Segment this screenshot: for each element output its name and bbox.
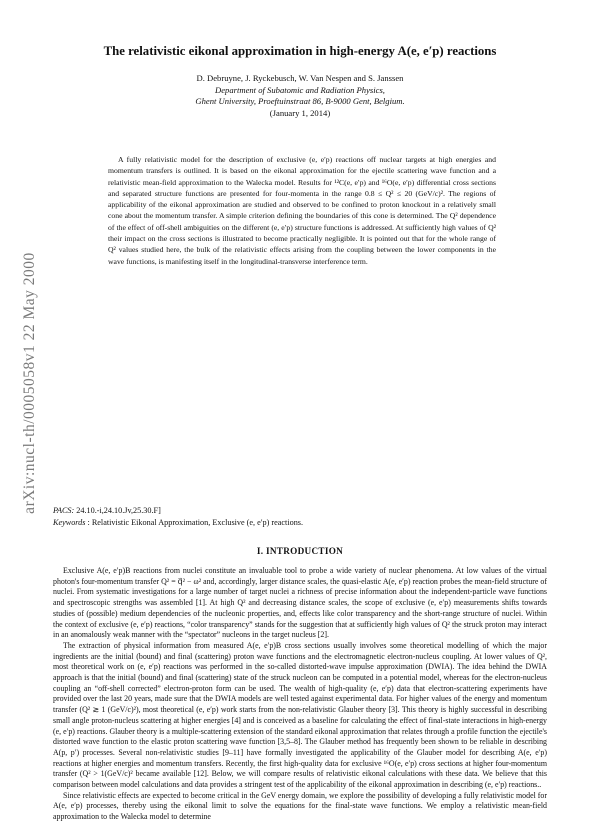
paragraph: Since relativistic effects are expected to become critical in the GeV energy domain, we explore the possibility of developing a fully relativistic model for A(e, e′p) processes, thereby using the eikonal limit to solve the equations for the final-state wave functions. We employ a relativistic mean-field approximation to the Walecka model to determine (53, 790, 547, 822)
arxiv-stamp: arXiv:nucl-th/0005058v1 22 May 2000 (21, 252, 38, 514)
keywords-label: Keywords (53, 517, 86, 527)
section-heading: I. INTRODUCTION (256, 546, 344, 556)
abstract: A fully relativistic model for the description of exclusive (e, e′p) reactions off nuclear targets at high energies and momentum transfers is outlined. It is based on the eikonal approximation for the ejectile scattering wave function and a relativistic mean-field approximation to the Walecka model. Results for ¹²C(e, e′p) and ¹⁶O(e, e′p) differential cross sections and separated structure functions are presented for four-momenta in the range 0.8 ≤ Q² ≤ 20 (GeV/c)². The regions of applicability of the eikonal approximation are studied and observed to be confined to proton knockout in a relatively small cone about the momentum transfer. A simple criterion defining the boundaries of this cone is determined. The Q² dependence of the effect of off-shell ambiguities on the different (e, e′p) structure functions is addressed. At sufficiently high values of Q² their impact on the cross sections is illustrated to become practically negligible. It is pointed out that for the whole range of Q² values studied here, the bulk of the relativistic effects arising from the coupling between the lower components in the wave functions, is manifesting itself in the longitudinal-transverse interference term. (108, 155, 496, 266)
paragraph: Exclusive A(e, e′p)B reactions from nuclei constitute an invaluable tool to probe a wide variety of nuclear phenomena. At low values of the virtual photon's four-momentum transfer Q² = q⃗² − ω² and, accordingly, larger distance scales, the quasi-elastic A(e, e′p) reaction probes the mean-field structure of nuclei. From systematic investigations for a large number of target nuclei a richness of precise information about the independent-particle wave functions and spectroscopic strengths was assembled [1]. At high Q² and decreasing distance scales, the scope of exclusive (e, e′p) measurements shifts towards studies of (possible) medium dependencies of the nucleonic properties, and, effects like color transparency and the short-range structure of nuclei. Within the context of exclusive (e, e′p) reactions, “color transparency” stands for the suggestion that at sufficiently high values of Q² the struck proton may interact in an anomalously weak manner with the “spectator” nucleons in the target nucleus [2]. (53, 566, 547, 640)
pacs-label: PACS: (53, 506, 75, 515)
keywords-text: : Relativistic Eikonal Approximation, Exclusive (e, e′p) reactions. (85, 517, 304, 527)
front-matter (60, 73, 540, 119)
paragraph: The extraction of physical information from measured A(e, e′p)B cross sections usually involves some theoretical modelling of which the major ingredients are the initial (bound) and final (scattering) proton wave functions and the electromagnetic electron-nucleus coupling. At lower values of Q², most theoretical work on (e, e′p) reactions was performed in the so-called distorted-wave impulse approximation (DWIA). The idea behind the DWIA approach is that the initial (bound) and final (scattering) state of the struck nucleon can be computed in a potential model, whereas for the electron-nucleus coupling an “off-shell corrected” electron-proton form can be used. The wealth of high-quality (e, e′p) data that electron-scattering experiments have provided over the last 20 years, made sure that the DWIA models are well tested against experimental data. For higher values of the energy and momentum transfer (Q² ≳ 1 (GeV/c)²), most theoretical (e, e′p) work starts from the non-relativistic Glauber theory [3]. This theory is highly successful in describing small angle proton-nucleus scattering at higher energies [4] and is conceived as a baseline for calculating the effect of final-state interactions in high-energy (e, e′p) reactions. Glauber theory is a multiple-scattering extension of the standard eikonal approximation that relates through a profile function the ejectile's distorted wave function to the elastic proton scattering wave function [3,5–8]. The Glauber method has frequently been shown to be reliable in describing A(p, p′) processes. Several non-relativistic studies [9–11] have formally investigated the applicability of the Glauber model for describing A(e, e′p) reactions at higher energies and momentum transfers. Recently, the first high-quality data for exclusive ¹⁶O(e, e′p) cross sections at higher four-momentum transfer (Q² > 1(GeV/c)² became available [12]. Below, we will compare results of relativistic eikonal calculations with these data. We believe that this comparison between model calculations and data provides a stringent test of the applicability of the eikonal approximation in describing (e, e′p) reactions.. (53, 640, 547, 790)
keywords-line (53, 517, 303, 529)
authors: D. Debruyne, J. Ryckebusch, W. Van Nespen and S. Janssen (196, 73, 404, 83)
body-text (53, 566, 547, 823)
affiliation-department: Department of Subatomic and Radiation Physics, (215, 84, 385, 95)
date: (January 1, 2014) (269, 107, 331, 118)
pacs-keywords (53, 505, 303, 528)
pacs-line (53, 505, 303, 517)
pacs-codes: 24.10.-i,24.10.Jv,25.30.F] (76, 506, 161, 515)
affiliation-university: Ghent University, Proeftuinstraat 86, B-9000 Gent, Belgium. (195, 96, 405, 107)
paper-title: The relativistic eikonal approximation in high-energy A(e, e′p) reactions (103, 44, 497, 58)
